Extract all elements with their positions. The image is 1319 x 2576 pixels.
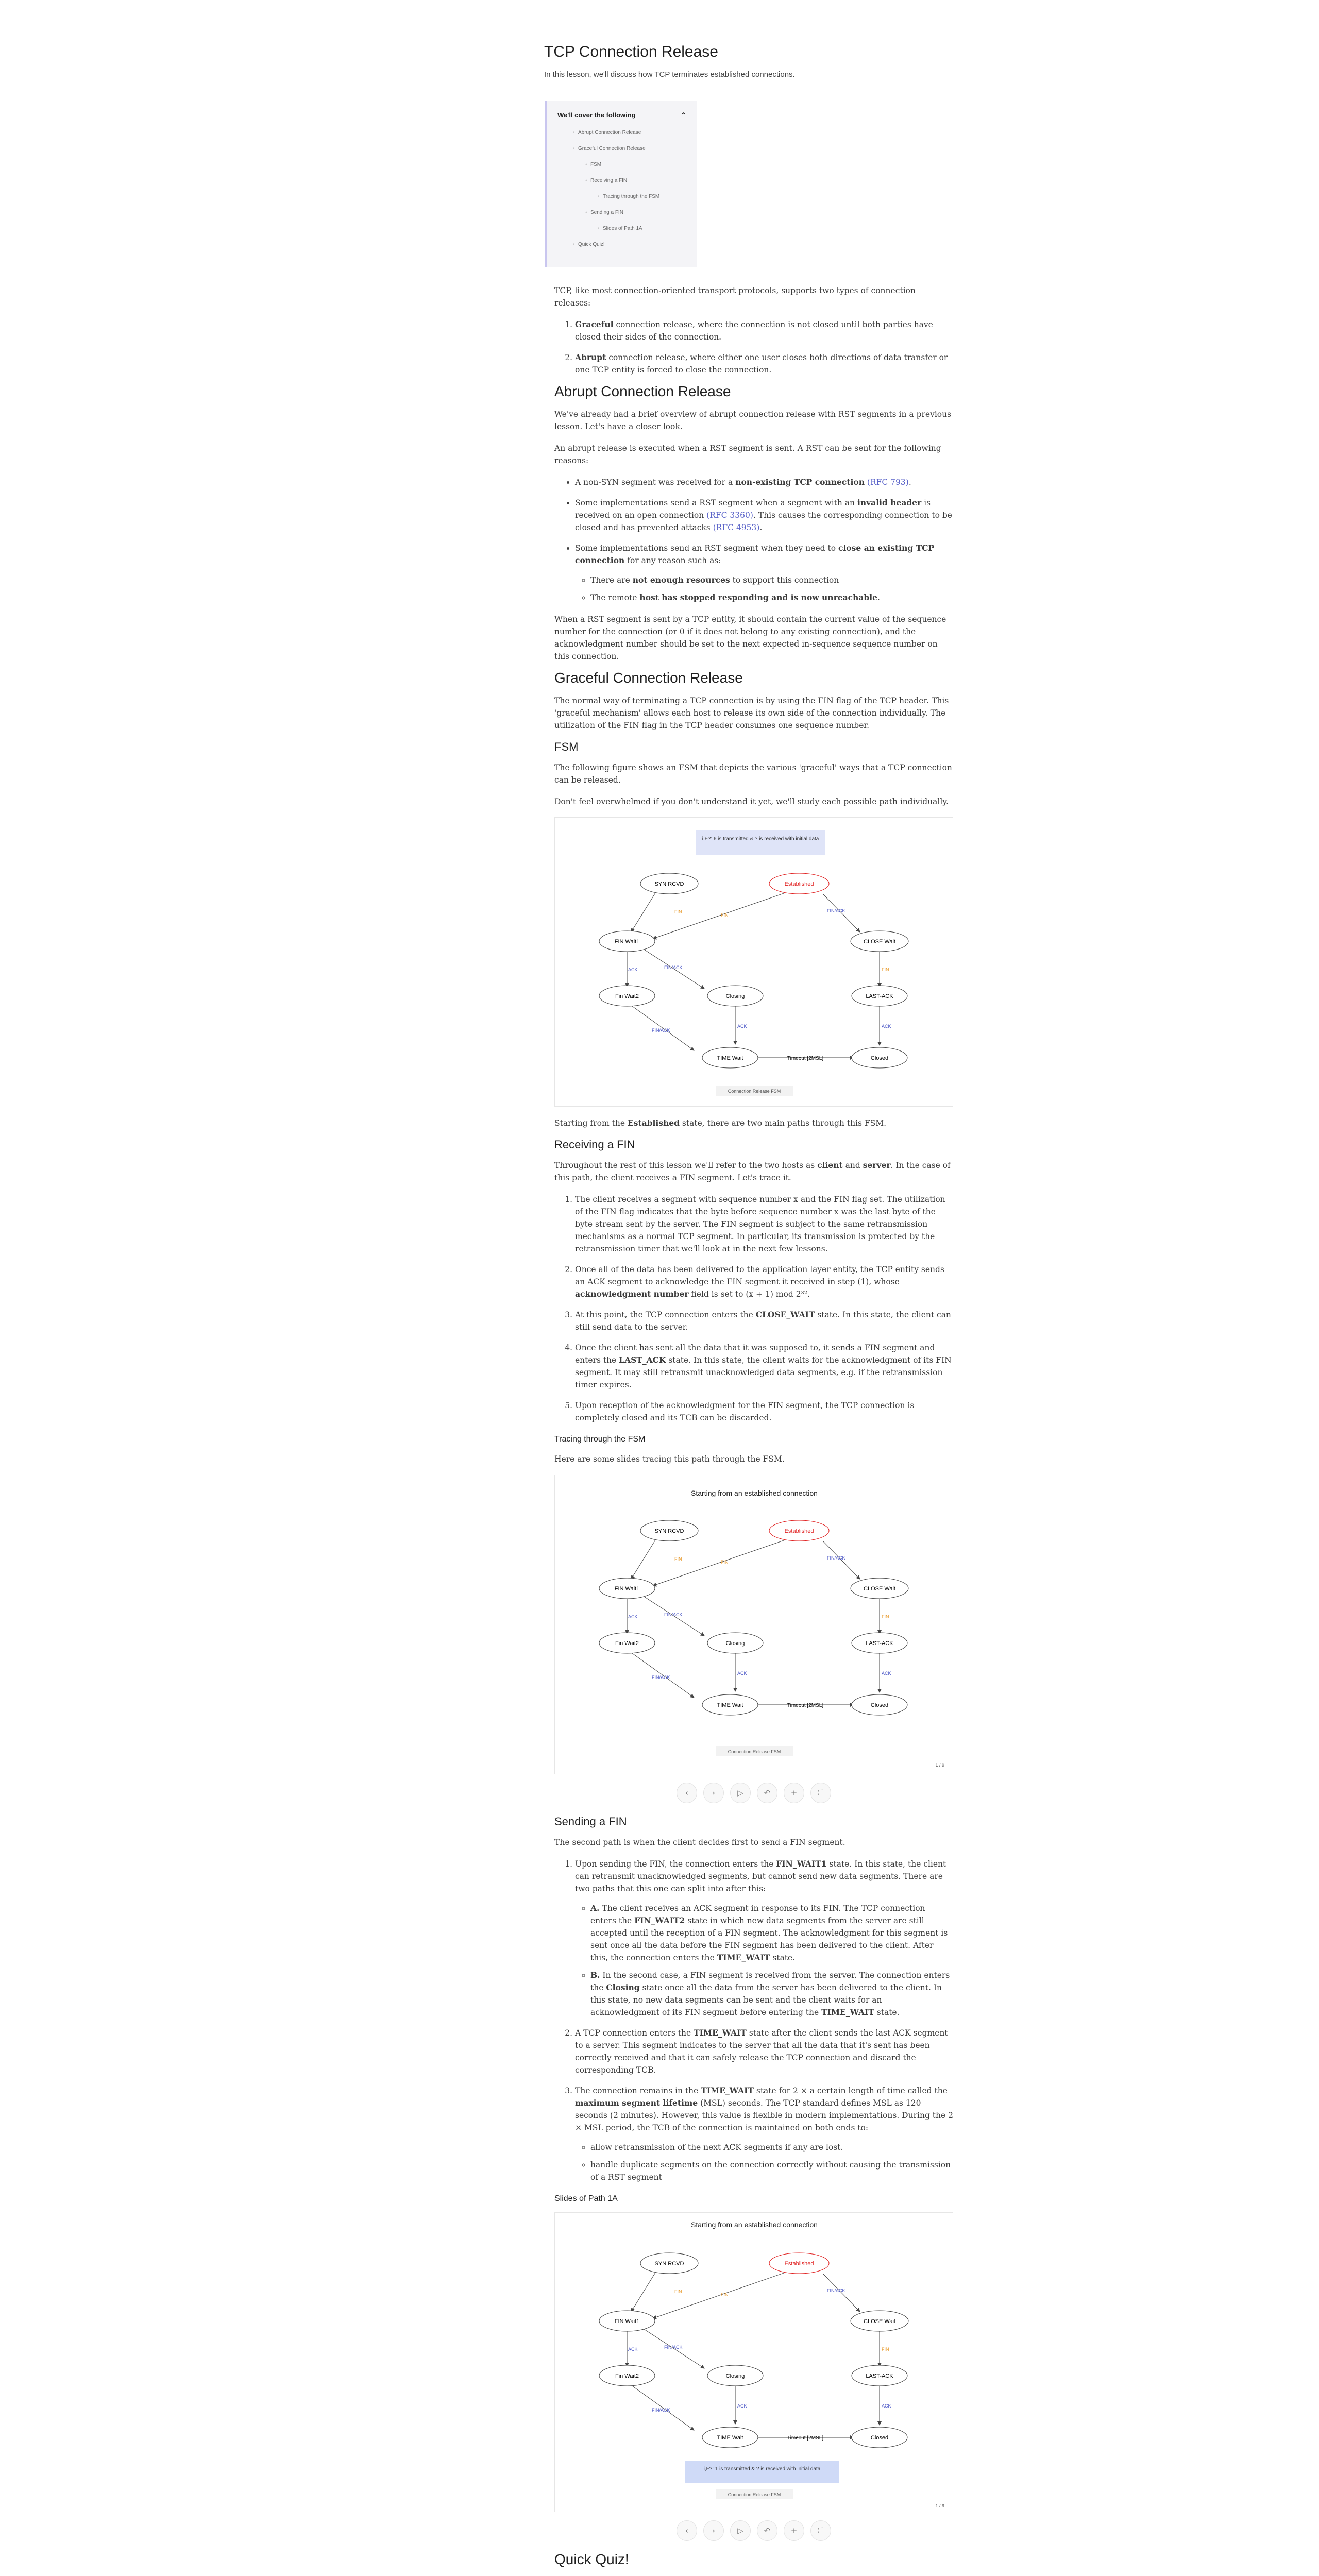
toc-item[interactable]: ◦ FSM bbox=[590, 162, 686, 167]
slide-title: Starting from an established connection bbox=[691, 2221, 818, 2229]
state-close-wait: CLOSE Wait bbox=[864, 939, 895, 945]
list-item: 1. Graceful connection release, where the connection is not closed until both parties have closed their sides of the connection. bbox=[575, 318, 953, 343]
page-title: TCP Connection Release bbox=[544, 43, 718, 60]
restart-button[interactable]: ↶ bbox=[757, 2520, 777, 2541]
list-item: ◦ The remote host has stopped responding and is now unreachable. bbox=[590, 591, 953, 604]
fsm-label: ACK bbox=[882, 2403, 891, 2409]
fsm-label: ACK bbox=[882, 1671, 891, 1676]
rst-reasons-list bbox=[575, 476, 953, 604]
state-time-wait: TIME Wait bbox=[717, 1055, 743, 1061]
release-types-list bbox=[575, 318, 953, 376]
list-item: • A non-SYN segment was received for a non-existing TCP connection (RFC 793). bbox=[575, 476, 953, 488]
paragraph: TCP, like most connection-oriented transport protocols, supports two types of connection releases: bbox=[554, 286, 916, 308]
list-item: 3. The connection remains in the TIME_WAIT state for 2 × a certain length of time called the maximum segment lifetime (MSL) seconds. The TCP standard defines MSL as 120 seconds (2 minutes). However, this value is flexible in modern implementations. During the 2 × MSL period, the TCB of the connection is maintained on both ends to: ◦ allow retransmission of the next ACK segments if any are lost. ◦ handle duplicate segments on the connection correctly without causing the transmission of a RST segment bbox=[575, 2084, 953, 2183]
rfc-link[interactable]: (RFC 793) bbox=[867, 478, 909, 487]
paragraph: Throughout the rest of this lesson we'll refer to the two hosts as client and server. In the case of this path, the client receives a FIN segment. Let's trace it. bbox=[554, 1160, 951, 1182]
slideshow bbox=[554, 1475, 953, 1774]
fsm-label: FIN bbox=[721, 912, 729, 918]
fullscreen-button[interactable]: ⛶ bbox=[810, 2520, 831, 2541]
state-syn-rcvd: SYN RCVD bbox=[654, 881, 684, 887]
state-syn-rcvd: SYN RCVD bbox=[654, 2261, 684, 2267]
previous-slide-button[interactable]: ‹ bbox=[677, 1783, 697, 1803]
fsm-label: FIN bbox=[674, 1556, 682, 1562]
fsm-diagram bbox=[555, 818, 954, 1107]
list-item: 4. Once the client has sent all the data that it was supposed to, it sends a FIN segment and enters the LAST_ACK state. In this state, the client waits for the acknowledgment of its FIN segment. It may still retransmit unacknowledged data segments, e.g. if the retransmission timer expires. bbox=[575, 1342, 953, 1391]
fsm-label: FIN/ACK bbox=[652, 2408, 670, 2413]
table-of-contents bbox=[545, 101, 697, 267]
slide-title: Starting from an established connection bbox=[691, 1489, 818, 1497]
subsection-heading: Sending a FIN bbox=[554, 1815, 627, 1828]
list-item: 2. Once all of the data has been delivered to the application layer entity, the TCP entity sends an ACK segment to acknowledge the FIN segment it received in step (1), whose acknowledgment number field is set to (x + 1) mod 2³². bbox=[575, 1263, 953, 1300]
fsm-note-text: i,F?: 6 is transmitted & ? is received with initial data bbox=[702, 836, 819, 842]
slide-counter: 1 / 9 bbox=[935, 1762, 944, 1768]
fsm-label: ACK bbox=[737, 1024, 747, 1029]
fsm-label: FIN bbox=[674, 909, 682, 914]
list-item: 1. Upon sending the FIN, the connection enters the FIN_WAIT1 state. In this state, the client can retransmit unacknowledged segments, but cannot send new data segments. There are two paths that this one can split into after this: ◦ A. The client receives an ACK segment in response to its FIN. The TCP connection enters the FIN_WAIT2 state in which new data segments from the server are still accepted until the reception of a FIN segment. The acknowledgment for this segment is sent once all the data before the FIN segment has been delivered to the client. After this, the connection enters the TIME_WAIT state. ◦ B. In the second case, a FIN segment is received from the server. The connection enters the Closing state once all the data from the server has been delivered to the client. In this state, no new data segments can be sent and the client waits for an acknowledgment of its FIN segment before entering the TIME_WAIT state. bbox=[575, 1858, 953, 2019]
paragraph: The normal way of terminating a TCP connection is by using the FIN flag of the TCP header. This 'graceful mechanism' allows each host to release its own side of the connection individually. The utilization of the FIN flag in the TCP header consumes one sequence number. bbox=[554, 696, 949, 730]
fsm-figure bbox=[554, 817, 953, 1107]
state-fin-wait1: FIN Wait1 bbox=[614, 939, 640, 945]
subsection-heading: Receiving a FIN bbox=[554, 1138, 635, 1151]
toc-heading: We'll cover the following bbox=[557, 111, 636, 119]
state-fin-wait2: Fin Wait2 bbox=[615, 1640, 639, 1647]
list-item: ◦ There are not enough resources to support this connection bbox=[590, 574, 953, 586]
state-close-wait: CLOSE Wait bbox=[864, 2318, 895, 2325]
fsm-caption: Connection Release FSM bbox=[728, 1749, 781, 1754]
fsm-label: FIN bbox=[721, 2292, 729, 2297]
fsm-label: ACK bbox=[737, 2403, 747, 2409]
state-time-wait: TIME Wait bbox=[717, 2435, 743, 2441]
section-heading: Quick Quiz! bbox=[554, 2551, 629, 2567]
toc-item[interactable]: ◦ Quick Quiz! bbox=[578, 242, 686, 247]
list-item: 1. The client receives a segment with sequence number x and the FIN flag set. The utilization of the FIN flag indicates that the byte before sequence number x was the last byte of the byte stream sent by the server. The FIN segment is subject to the same retransmission mechanisms as a normal TCP segment. In particular, its transmission is protected by the retransmission timer that we'll look at in the next few lessons. bbox=[575, 1193, 953, 1255]
paragraph: When a RST segment is sent by a TCP entity, it should contain the current value of the sequence number for the connection (or 0 if it does not belong to any existing connection), and the acknowledgment number should be set to the next expected in-sequence sequence number on this connection. bbox=[554, 615, 946, 661]
fsm-label: ACK bbox=[882, 1024, 891, 1029]
receiving-steps bbox=[575, 1193, 953, 1424]
state-close-wait: CLOSE Wait bbox=[864, 1586, 895, 1592]
fsm-label: FIN/ACK bbox=[652, 1675, 670, 1680]
state-established: Established bbox=[784, 881, 814, 887]
fullscreen-button[interactable]: ⛶ bbox=[810, 1783, 831, 1803]
slide-controls bbox=[554, 2520, 953, 2541]
state-closing: Closing bbox=[725, 993, 745, 999]
fsm-label: FIN/ACK bbox=[827, 2288, 845, 2293]
slide-controls bbox=[554, 1783, 953, 1803]
subsection-heading: FSM bbox=[554, 740, 579, 753]
fsm-label: FIN bbox=[721, 1560, 729, 1565]
slideshow bbox=[554, 2212, 953, 2512]
state-established: Established bbox=[784, 2261, 814, 2267]
state-last-ack: LAST-ACK bbox=[866, 2373, 893, 2379]
paragraph: An abrupt release is executed when a RST segment is sent. A RST can be sent for the following reasons: bbox=[554, 444, 941, 465]
list-item: 2. A TCP connection enters the TIME_WAIT state after the client sends the last ACK segment to a server. This segment indicates to the server that all the data that it's sent has been correctly received and that it can safely release the TCP connection and discard the corresponding TCB. bbox=[575, 2027, 953, 2076]
state-closed: Closed bbox=[870, 1702, 889, 1708]
list-item: • Some implementations send a RST segment when a segment with an invalid header is received on an open connection (RFC 3360). This causes the corresponding connection to be closed and has prevented attacks (RFC 4953). bbox=[575, 497, 953, 534]
fsm-note bbox=[696, 830, 825, 855]
previous-slide-button[interactable]: ‹ bbox=[677, 2520, 697, 2541]
sub-list bbox=[590, 574, 953, 604]
page-subtitle: In this lesson, we'll discuss how TCP terminates established connections. bbox=[544, 70, 795, 79]
fsm-diagram bbox=[555, 1475, 954, 1775]
sending-steps bbox=[575, 1858, 953, 2183]
fsm-label: FIN bbox=[882, 967, 889, 972]
state-last-ack: LAST-ACK bbox=[866, 993, 893, 999]
play-button[interactable]: ▷ bbox=[730, 2520, 751, 2541]
list-item: 5. Upon reception of the acknowledgment for the FIN segment, the TCP connection is completely closed and its TCB can be discarded. bbox=[575, 1399, 953, 1424]
fsm-label: FIN/ACK bbox=[827, 1555, 845, 1561]
zoom-button[interactable]: + bbox=[784, 1783, 804, 1803]
state-fin-wait2: Fin Wait2 bbox=[615, 2373, 639, 2379]
paragraph: We've already had a brief overview of abrupt connection release with RST segments in a previous lesson. Let's have a closer look. bbox=[554, 410, 952, 431]
state-established: Established bbox=[784, 1528, 814, 1534]
fsm-label: FIN/ACK bbox=[664, 2345, 683, 2350]
toc-item[interactable]: ◦ Tracing through the FSM bbox=[603, 194, 686, 199]
list-item: 3. At this point, the TCP connection enters the CLOSE_WAIT state. In this state, the client can still send data to the server. bbox=[575, 1309, 953, 1333]
fsm-label: FIN/ACK bbox=[827, 908, 845, 913]
fsm-diagram bbox=[555, 2213, 954, 2513]
toc-item[interactable]: ◦ Sending a FIN bbox=[590, 210, 686, 215]
paragraph: Starting from the Established state, there are two main paths through this FSM. bbox=[554, 1118, 887, 1128]
fsm-label: FIN bbox=[674, 2289, 682, 2294]
state-fin-wait1: FIN Wait1 bbox=[614, 1586, 640, 1592]
list-item: 2. Abrupt connection release, where either one user closes both directions of data transfer or one TCP entity is forced to close the connection. bbox=[575, 351, 953, 376]
fsm-label: ACK bbox=[628, 2347, 638, 2352]
state-closed: Closed bbox=[870, 1055, 889, 1061]
lesson-header bbox=[544, 43, 956, 79]
state-syn-rcvd: SYN RCVD bbox=[654, 1528, 684, 1534]
timeout-label: Timeout [2MSL] bbox=[787, 1703, 824, 1708]
paragraph: Don't feel overwhelmed if you don't understand it yet, we'll study each possible path individually. bbox=[554, 797, 949, 806]
next-slide-button[interactable]: › bbox=[703, 1783, 724, 1803]
paragraph: The following figure shows an FSM that depicts the various 'graceful' ways that a TCP connection can be released. bbox=[554, 763, 952, 785]
fsm-label: FIN/ACK bbox=[664, 1612, 683, 1617]
chevron-up-icon[interactable]: ⌃ bbox=[681, 111, 686, 119]
lesson-content bbox=[554, 284, 953, 2576]
toc-item[interactable]: ◦ Slides of Path 1A bbox=[603, 226, 686, 231]
fsm-note-text: i,F?: 1 is transmitted & ? is received with initial data bbox=[703, 2466, 821, 2472]
list-item: ◦ handle duplicate segments on the connection correctly without causing the transmission of a RST segment bbox=[590, 2159, 953, 2183]
toc-item[interactable]: ◦ Receiving a FIN bbox=[590, 178, 686, 183]
fsm-caption: Connection Release FSM bbox=[728, 1089, 781, 1094]
section-heading: Abrupt Connection Release bbox=[554, 383, 731, 399]
state-closing: Closing bbox=[725, 1640, 745, 1647]
restart-button[interactable]: ↶ bbox=[757, 1783, 777, 1803]
list-item: • Some implementations send an RST segment when they need to close an existing TCP connection for any reason such as: ◦ There are not enough resources to support this connection ◦ The remote host has stopped responding and is now unreachable. bbox=[575, 542, 953, 604]
fsm-label: ACK bbox=[737, 1671, 747, 1676]
fsm-label: FIN bbox=[882, 1614, 889, 1619]
toc-item[interactable]: ◦ Graceful Connection Release bbox=[578, 146, 686, 151]
state-fin-wait1: FIN Wait1 bbox=[614, 2318, 640, 2325]
fsm-label: ACK bbox=[628, 1614, 638, 1619]
sub-list bbox=[590, 2141, 953, 2183]
toc-item[interactable]: ◦ Abrupt Connection Release bbox=[578, 130, 686, 135]
toc-header[interactable] bbox=[557, 111, 686, 120]
subsection-heading: Tracing through the FSM bbox=[554, 1435, 646, 1444]
paragraph: Here are some slides tracing this path through the FSM. bbox=[554, 1454, 785, 1464]
rfc-link[interactable]: (RFC 3360) bbox=[706, 511, 753, 520]
fsm-label: FIN bbox=[882, 2347, 889, 2352]
subsection-heading: Slides of Path 1A bbox=[554, 2194, 618, 2203]
state-closed: Closed bbox=[870, 2435, 889, 2441]
play-button[interactable]: ▷ bbox=[730, 1783, 751, 1803]
list-item: ◦ allow retransmission of the next ACK segments if any are lost. bbox=[590, 2141, 953, 2154]
paragraph: The second path is when the client decides first to send a FIN segment. bbox=[554, 1838, 845, 1847]
state-closing: Closing bbox=[725, 2373, 745, 2379]
timeout-label: Timeout [2MSL] bbox=[787, 2435, 824, 2441]
timeout-label: Timeout [2MSL] bbox=[787, 1056, 824, 1061]
fsm-label: ACK bbox=[628, 967, 638, 972]
list-item: ◦ A. The client receives an ACK segment in response to its FIN. The TCP connection enters the FIN_WAIT2 state in which new data segments from the server are still accepted until the reception of a FIN segment. The acknowledgment for this segment is sent once all the data before the FIN segment has been delivered to the client. After this, the connection enters the TIME_WAIT state. bbox=[590, 1902, 953, 1964]
fsm-caption: Connection Release FSM bbox=[728, 2492, 781, 2497]
section-heading: Graceful Connection Release bbox=[554, 670, 743, 686]
state-time-wait: TIME Wait bbox=[717, 1702, 743, 1708]
rfc-link[interactable]: (RFC 4953) bbox=[713, 523, 760, 532]
fsm-label: FIN/ACK bbox=[664, 965, 683, 970]
next-slide-button[interactable]: › bbox=[703, 2520, 724, 2541]
list-item: ◦ B. In the second case, a FIN segment is received from the server. The connection enters the Closing state once all the data from the server has been delivered to the client. In this state, no new data segments can be sent and the client waits for an acknowledgment of its FIN segment before entering the TIME_WAIT state. bbox=[590, 1969, 953, 2019]
sub-list bbox=[590, 1902, 953, 2019]
slide-counter: 1 / 9 bbox=[935, 2503, 944, 2509]
zoom-button[interactable]: + bbox=[784, 2520, 804, 2541]
fsm-note bbox=[685, 2461, 839, 2483]
state-last-ack: LAST-ACK bbox=[866, 1640, 893, 1647]
fsm-label: FIN/ACK bbox=[652, 1028, 670, 1033]
state-fin-wait2: Fin Wait2 bbox=[615, 993, 639, 999]
